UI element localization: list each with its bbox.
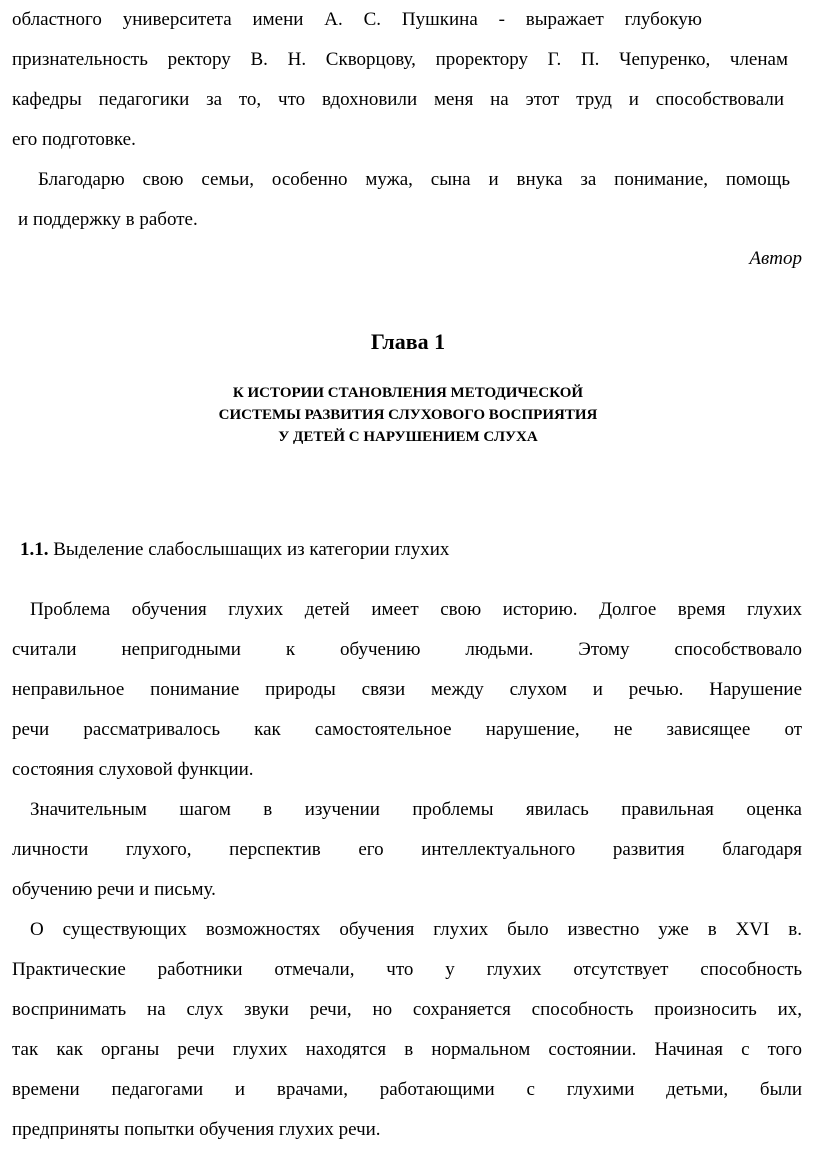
intro-line: признательность ректору В. Н. Скворцову, проректору Г. П. Чепуренко, членам <box>12 49 788 70</box>
body-line: О существующих возможностях обучения глухих было известно уже в XVI в. <box>30 919 802 940</box>
body-line: обучению речи и письму. <box>12 879 216 900</box>
intro-line: его подготовке. <box>12 129 136 150</box>
chapter-title-line: СИСТЕМЫ РАЗВИТИЯ СЛУХОВОГО ВОСПРИЯТИЯ <box>218 407 598 423</box>
section-number: 1.1. <box>20 539 49 560</box>
intro-line: областного университета имени А. С. Пушкина - выражает глубокую <box>12 9 702 30</box>
body-line: Проблема обучения глухих детей имеет свою историю. Долгое время глухих <box>30 599 802 620</box>
body-line: так как органы речи глухих находятся в нормальном состоянии. Начиная с того <box>12 1039 802 1060</box>
body-line: Значительным шагом в изучении проблемы явилась правильная оценка <box>30 799 802 820</box>
body-line: Практические работники отмечали, что у глухих отсутствует способность <box>12 959 802 980</box>
body-line: предприняты попытки обучения глухих речи. <box>12 1119 381 1140</box>
body-line: личности глухого, перспектив его интеллектуального развития благодаря <box>12 839 802 860</box>
body-line: состояния слуховой функции. <box>12 759 254 780</box>
intro-line: кафедры педагогики за то, что вдохновили меня на этот труд и способствовали <box>12 89 784 110</box>
intro-line: Благодарю свою семьи, особенно мужа, сына и внука за понимание, помощь <box>38 169 790 190</box>
chapter-title-line: У ДЕТЕЙ С НАРУШЕНИЕМ СЛУХА <box>278 429 538 445</box>
chapter-title-line: К ИСТОРИИ СТАНОВЛЕНИЯ МЕТОДИЧЕСКОЙ <box>232 385 584 401</box>
body-line: речи рассматривалось как самостоятельное нарушение, не зависящее от <box>12 719 802 740</box>
body-line: считали непригодными к обучению людьми. Этому способствовало <box>12 639 802 660</box>
section-title: Выделение слабослышащих из категории глухих <box>53 539 450 560</box>
section-heading <box>20 538 449 562</box>
body-line: воспринимать на слух звуки речи, но сохраняется способность произносить их, <box>12 999 802 1020</box>
body-line: неправильное понимание природы связи между слухом и речью. Нарушение <box>12 679 802 700</box>
intro-line: и поддержку в работе. <box>18 209 198 230</box>
chapter-label: Глава 1 <box>370 329 446 354</box>
body-line: времени педагогами и врачами, работающими с глухими детьми, были <box>12 1079 802 1100</box>
author-signature: Автор <box>749 248 802 269</box>
